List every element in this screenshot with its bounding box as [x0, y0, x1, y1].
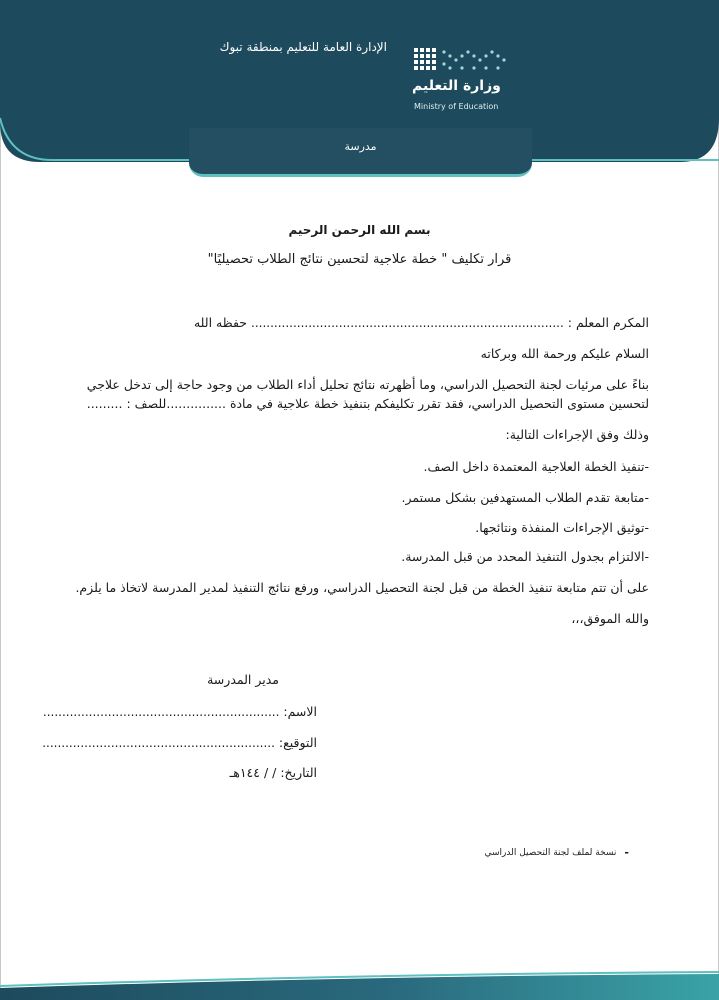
copy-note: [485, 846, 629, 859]
procedure-item-4: -الالتزام بجدول التنفيذ المحدد من قبل المدرسة.: [401, 549, 649, 564]
recipient-dots: ..................................................................................: [251, 316, 564, 330]
procedure-item-2: -متابعة تقدم الطلاب المستهدفين بشكل مستمر.: [401, 490, 649, 505]
school-name-tab: [189, 128, 532, 177]
signature-dots: .............................................................: [42, 736, 275, 750]
basmala: بسم الله الرحمن الرحيم: [288, 223, 431, 237]
name-label: الاسم:: [279, 704, 317, 719]
footer-band: [0, 968, 719, 1000]
principal-title: مدير المدرسة: [207, 672, 279, 687]
date-value: / / ١٤٤هـ: [229, 765, 277, 780]
procedures-intro: وذلك وفق الإجراءات التالية:: [505, 427, 649, 442]
ministry-logo: [412, 46, 512, 118]
recipient-suffix: حفظه الله: [193, 315, 252, 330]
name-line: [43, 704, 317, 719]
signature-label: التوقيع:: [274, 735, 317, 750]
signature-line: [42, 735, 317, 750]
name-dots: ..............................................................: [42, 705, 280, 719]
recipient-line: [194, 315, 649, 330]
followup-text: على أن تتم متابعة تنفيذ الخطة من قبل لجنة التحصيل الدراسي، ورفع نتائج التنفيذ لمدير المدرسة لاتخاذ ما يلزم.: [75, 580, 649, 595]
procedure-item-1: -تنفيذ الخطة العلاجية المعتمدة داخل الصف.: [423, 459, 649, 474]
recipient-label: المكرم المعلم :: [563, 315, 649, 330]
logo-arabic-text: وزارة التعليم: [412, 78, 501, 94]
date-line: [230, 765, 317, 780]
date-label: التاريخ:: [276, 765, 317, 780]
document-title: قرار تكليف " خطة علاجية لتحسين نتائج الطلاب تحصيليًا": [207, 252, 512, 267]
greeting: السلام عليكم ورحمة الله وبركاته: [480, 346, 649, 361]
paragraph-line-2: لتحسين مستوى التحصيل الدراسي، فقد تقرر تكليفكم بتنفيذ خطة علاجية في مادة ...............للصف : .........: [86, 396, 649, 411]
procedure-item-3: -توثيق الإجراءات المنفذة ونتائجها.: [475, 520, 649, 535]
department-name: الإدارة العامة للتعليم بمنطقة تبوك: [219, 40, 387, 54]
footer-background: [0, 968, 719, 1000]
school-label: مدرسة: [344, 140, 377, 153]
logo-dots-icon: [414, 48, 506, 74]
logo-english-text: Ministry of Education: [414, 102, 499, 111]
closing-text: والله الموفق،،،: [571, 611, 649, 626]
copy-note-bullet: -: [624, 846, 629, 859]
copy-note-text: نسخة لملف لجنة التحصيل الدراسي: [484, 847, 617, 858]
paragraph-line-1: بناءً على مرئيات لجنة التحصيل الدراسي، وما أظهرته نتائج تحليل أداء الطلاب من وجود حاجة إلى تدخل علاجي: [86, 377, 649, 392]
